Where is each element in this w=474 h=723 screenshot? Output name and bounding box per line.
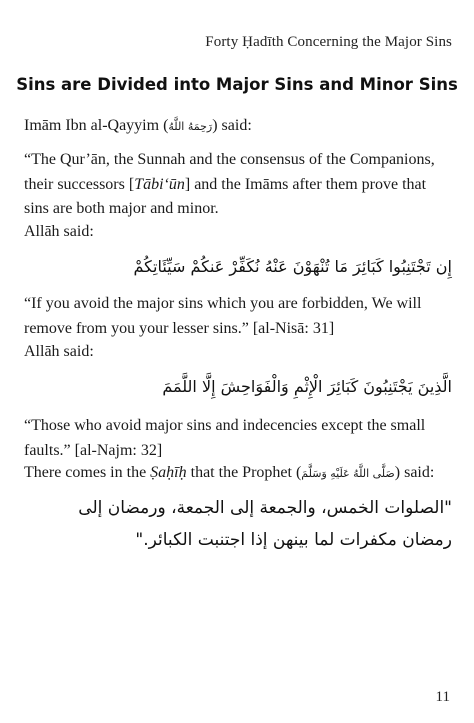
quote-part2: ] and the Imāms after them prove that sins are both major and minor. (24, 175, 427, 217)
allah-said-2: Allāh said: (24, 343, 94, 360)
ayah-2-arabic: الَّذِينَ يَجْتَنِبُونَ كَبَائِرَ الْإِثْمِ وَالْفَوَاحِشَ إِلَّا اللَّمَمَ (162, 377, 452, 396)
intro-before: Imām Ibn al-Qayyim ( (24, 117, 169, 134)
sahih-middle: that the Prophet ( (186, 464, 302, 481)
honorific-salallahu: صَلَّى اللَّهُ عَلَيْهِ وَسَلَّمَ (301, 467, 395, 480)
chapter-title: Sins are Divided into Major Sins and Minor Sins (16, 75, 458, 94)
quote-part1: “The Qur’ān, the Sunnah and the consensus of the Companions, their successors [ (24, 151, 435, 193)
running-header: Forty Ḥadīth Concerning the Major Sins (205, 34, 452, 50)
quote-paragraph (24, 148, 454, 222)
hadith-arabic: "الصلوات الخمس، والجمعة إلى الجمعة، ورمضان إلى رمضان مكفرات لما بينهن إذا اجتنبت الكبائر." (78, 498, 452, 550)
intro-after: ) said: (212, 117, 252, 134)
sahih-before: There comes in the (24, 464, 151, 481)
sahih-after: ) said: (394, 464, 435, 481)
ayah-2-translation: “Those who avoid major sins and indecencies except the small faults.” [al-Najm: 32] (24, 417, 426, 459)
ayah-1-translation: “If you avoid the major sins which you are forbidden, We will remove from you your lesser sins.” [al-Nisā: 31] (24, 295, 422, 337)
honorific-rahimahullah: رَحِمَهُ اللَّهُ (168, 120, 213, 133)
sahih-line (24, 461, 454, 487)
page-number: 11 (435, 689, 450, 705)
quote-italic-term: Tābi‘ūn (134, 175, 185, 193)
intro-line (24, 114, 454, 140)
sahih-italic: Ṣaḥīḥ (150, 464, 187, 481)
ayah-1-arabic: إِن تَجْتَنِبُوا كَبَائِرَ مَا تُنْهَوْنَ عَنْهُ نُكَفِّرْ عَنكُمْ سَيِّئَاتِكُمْ (133, 257, 452, 276)
allah-said-1: Allāh said: (24, 223, 94, 240)
